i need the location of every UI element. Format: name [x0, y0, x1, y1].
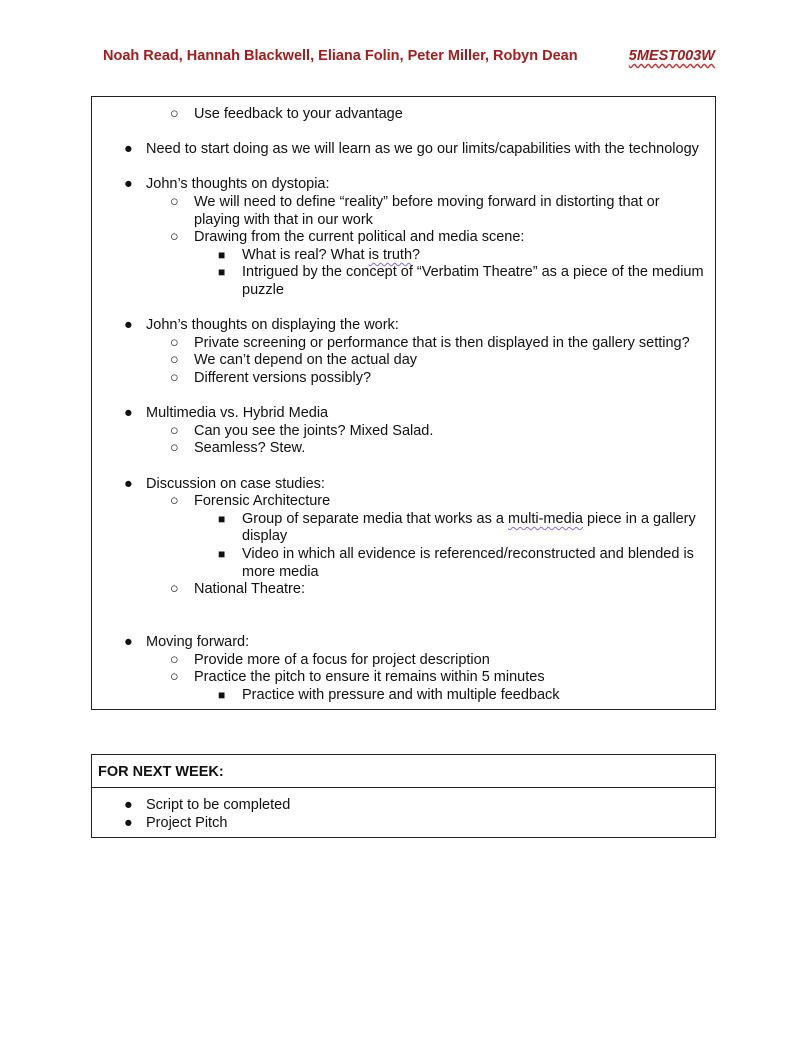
square-bullet-icon: ■ — [218, 547, 226, 561]
hollow-circle-bullet-icon: ○ — [170, 370, 179, 386]
list-item-text: Forensic Architecture — [194, 493, 331, 509]
next-week-box — [91, 754, 716, 838]
next-week-header — [92, 755, 715, 788]
hollow-circle-bullet-icon: ○ — [170, 335, 179, 351]
bullet-icon: ● — [124, 317, 133, 333]
hollow-circle-bullet-icon: ○ — [170, 493, 179, 509]
hollow-circle-bullet-icon: ○ — [170, 106, 179, 122]
meeting-notes-box — [91, 96, 716, 710]
hollow-circle-bullet-icon: ○ — [170, 229, 179, 245]
list-item-text: Different versions possibly? — [194, 370, 372, 386]
list-item-text: playing with that in our work — [194, 212, 373, 228]
authors-line: Noah Read, Hannah Blackwell, Eliana Folin, Peter Miller, Robyn Dean — [103, 48, 578, 64]
list-item-text: Practice with pressure and with multiple feedback — [242, 687, 560, 703]
list-item-text: Multimedia vs. Hybrid Media — [146, 405, 329, 421]
square-bullet-icon: ■ — [218, 688, 226, 702]
list-item-text: What is real? What is truth? — [242, 247, 421, 263]
list-item-text: John’s thoughts on dystopia: — [146, 176, 330, 192]
list-item-text: display — [242, 528, 288, 544]
bullet-icon: ● — [124, 815, 133, 831]
square-bullet-icon: ■ — [218, 512, 226, 526]
list-item-text: Video in which all evidence is referenced/reconstructed and blended is — [242, 546, 694, 562]
spellcheck-underline: is truth — [368, 247, 413, 263]
bullet-icon: ● — [124, 176, 133, 192]
spellcheck-underline: multi-media — [507, 511, 583, 527]
bullet-icon: ● — [124, 405, 133, 421]
next-week-title: FOR NEXT WEEK: — [98, 764, 224, 780]
list-item-text: Group of separate media that works as a multi-media piece in a gallery — [242, 511, 696, 527]
list-item-text: National Theatre: — [194, 581, 305, 597]
list-item-text: Discussion on case studies: — [146, 476, 325, 492]
list-item-text: puzzle — [242, 282, 284, 298]
square-bullet-icon: ■ — [218, 248, 226, 262]
list-item-text: Drawing from the current political and media scene: — [194, 229, 525, 245]
bullet-icon: ● — [124, 141, 133, 157]
list-item-text: more media — [242, 564, 319, 580]
document-header — [103, 48, 715, 68]
list-item-text: Need to start doing as we will learn as we go our limits/capabilities with the technology — [146, 141, 699, 157]
list-item-text: We can’t depend on the actual day — [194, 352, 418, 368]
square-bullet-icon: ■ — [218, 265, 226, 279]
hollow-circle-bullet-icon: ○ — [170, 423, 179, 439]
list-item-text: Practice the pitch to ensure it remains within 5 minutes — [194, 669, 545, 685]
list-item-text: Seamless? Stew. — [194, 440, 306, 456]
list-item-text: Private screening or performance that is then displayed in the gallery setting? — [194, 335, 690, 351]
list-item-text: Intrigued by the concept of “Verbatim Theatre” as a piece of the medium — [242, 264, 704, 280]
course-code: 5MEST003W — [628, 48, 715, 64]
list-item-text: Script to be completed — [146, 797, 291, 813]
list-item-text: John’s thoughts on displaying the work: — [146, 317, 399, 333]
bullet-icon: ● — [124, 797, 133, 813]
hollow-circle-bullet-icon: ○ — [170, 440, 179, 456]
list-item-text: Use feedback to your advantage — [194, 106, 403, 122]
list-item-text: Can you see the joints? Mixed Salad. — [194, 423, 434, 439]
hollow-circle-bullet-icon: ○ — [170, 652, 179, 668]
hollow-circle-bullet-icon: ○ — [170, 669, 179, 685]
bullet-icon: ● — [124, 634, 133, 650]
hollow-circle-bullet-icon: ○ — [170, 194, 179, 210]
hollow-circle-bullet-icon: ○ — [170, 352, 179, 368]
bullet-icon: ● — [124, 476, 133, 492]
list-item-text: Moving forward: — [146, 634, 250, 650]
list-item-text: We will need to define “reality” before moving forward in distorting that or — [194, 194, 660, 210]
list-item-text: Provide more of a focus for project description — [194, 652, 490, 668]
hollow-circle-bullet-icon: ○ — [170, 581, 179, 597]
list-item-text: Project Pitch — [146, 815, 228, 831]
